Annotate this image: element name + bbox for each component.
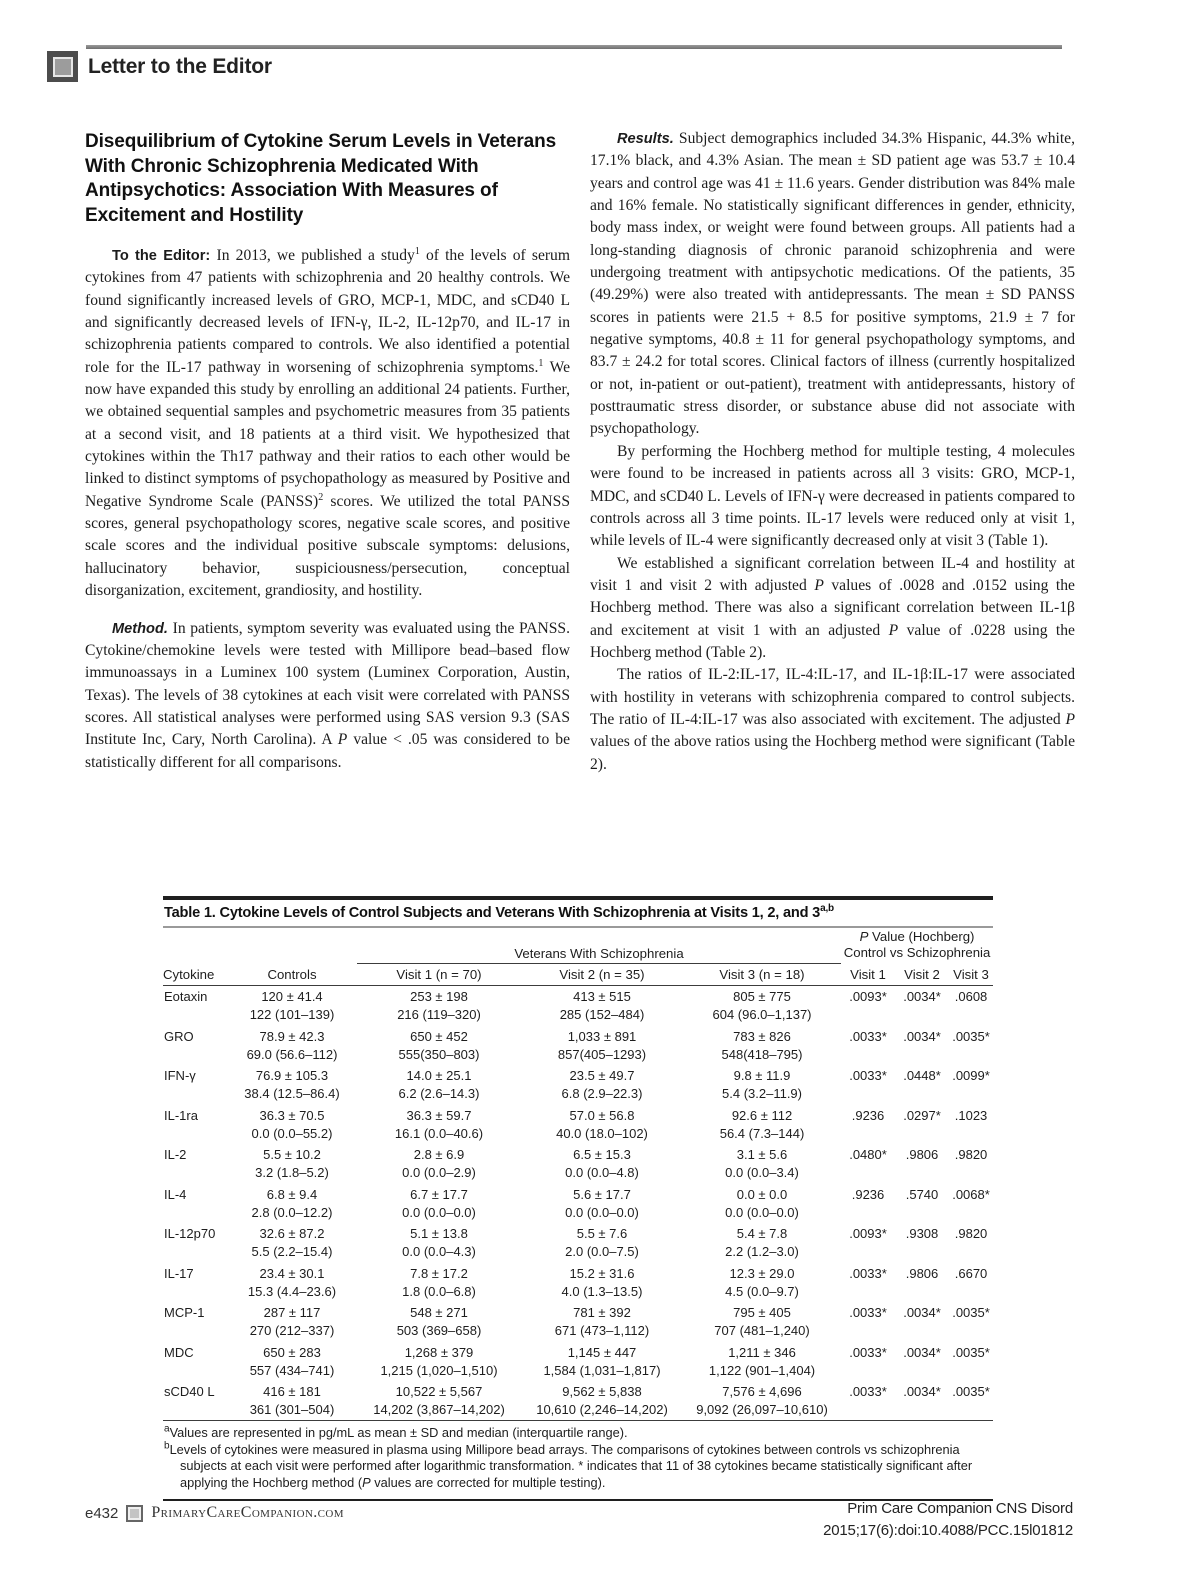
median-iqr-value: 2.2 (1.2–3.0) (725, 1244, 799, 1259)
value-cell (227, 1381, 357, 1421)
text-run: values of .0028 and .0152 using the Hochberg method. There was also a significant correlation between IL-1β and excitement at visit 1 with an adjusted (590, 576, 1075, 639)
mean-sd-value: 5.4 ± 7.8 (736, 1226, 788, 1241)
value-cell (357, 1262, 521, 1302)
left-column (85, 128, 570, 776)
text-run: Method. (112, 620, 173, 637)
text-run: values of the above ratios using the Hochberg method were significant (Table 2). (590, 733, 1075, 773)
value-cell (227, 1302, 357, 1342)
value-cell (683, 1302, 841, 1342)
value-cell (521, 1183, 683, 1223)
value-cell (357, 1065, 521, 1105)
mean-sd-value: 9,562 ± 5,838 (562, 1384, 642, 1399)
mean-sd-value: 5.5 ± 10.2 (263, 1147, 321, 1162)
median-iqr-value: 122 (101–139) (249, 1007, 335, 1022)
value-cell (227, 1262, 357, 1302)
p-value-cell: .0034* (903, 989, 941, 1004)
table-row (163, 1104, 993, 1144)
text-run: Value (Hochberg) (868, 929, 975, 944)
value-cell (683, 985, 841, 1025)
text-run: Subject demographics included 34.3% Hispanic, 44.3% white, 17.1% black, and 4.3% Asian. The mean ± SD patient age was 53.7 ± 10.4 years and control age was 41 ± 11.6 years. Gender distribution was 84% male and 16% female. No statistically significant differences in gender, ethnicity, body mass index, or weight were found between groups. All patients had a long-standing diagnosis of chronic paranoid schizophrenia and were undergoing treatment with antipsychotic medications. Of the patients, 35 (49.29%) were also treated with antidepressants. The mean ± SD PANSS scores in patients were 21.5 + 8.5 for positive symptoms, 21.9 ± 7 for negative symptoms, 40.8 ± 11 for general psychopathology symptoms, and 83.7 ± 24.2 for total scores. Clinical factors of illness (currently hospitalized or not, in-patient or out-patient), treatment with antidepressants, history of posttraumatic stress disorder, or substance abuse did not associate with psychopathology. (590, 130, 1075, 438)
value-cell (357, 1025, 521, 1065)
footnote-b (164, 1442, 991, 1492)
value-cell (683, 1144, 841, 1184)
table-row (163, 1302, 993, 1342)
median-iqr-value: 671 (473–1,112) (554, 1323, 650, 1338)
cytokine-name: IL-2 (164, 1147, 187, 1162)
col-header-visit2: Visit 2 (n = 35) (521, 963, 683, 985)
mean-sd-value: 287 ± 117 (263, 1305, 321, 1320)
section-title: Letter to the Editor (88, 54, 272, 78)
mean-sd-value: 783 ± 826 (733, 1028, 791, 1044)
superscript: b (164, 1440, 170, 1452)
median-iqr-value: 361 (301–504) (249, 1402, 335, 1417)
value-cell (357, 1381, 521, 1421)
text-run: P (888, 621, 899, 639)
p-value-cell: .9236 (851, 1186, 885, 1202)
mean-sd-value: 1,211 ± 346 (728, 1344, 796, 1360)
median-iqr-value: 0.0 (0.0–4.3) (402, 1244, 476, 1259)
col-header-p-visit3: Visit 3 (949, 963, 993, 985)
median-iqr-value: 3.2 (1.8–5.2) (255, 1165, 329, 1180)
value-cell (683, 1341, 841, 1381)
value-cell (357, 1144, 521, 1184)
paragraph-method (85, 618, 570, 774)
article-columns (85, 128, 1075, 776)
cytokine-name: MCP-1 (164, 1305, 205, 1320)
text-run: values are corrected for multiple testing). (370, 1474, 606, 1490)
p-value-cell: .0034* (903, 1305, 941, 1320)
table-row (163, 1144, 993, 1184)
p-value-cell: .0035* (952, 1384, 990, 1399)
p-value-cell: .9236 (851, 1107, 885, 1123)
value-cell (521, 1104, 683, 1144)
median-iqr-value: 16.1 (0.0–40.6) (394, 1125, 484, 1141)
spacer-cell (163, 928, 227, 963)
value-cell (357, 1104, 521, 1144)
text-run: P (362, 1474, 371, 1490)
value-cell (227, 1065, 357, 1105)
text-run: P (1065, 710, 1075, 728)
text-run: In 2013, we published a study (216, 247, 415, 264)
p-value-cell: .0033* (849, 1265, 887, 1281)
p-value-cell: .0034* (903, 1384, 941, 1399)
col-header-p-visit1: Visit 1 (841, 963, 895, 985)
p-value-cell: .6670 (954, 1265, 988, 1281)
median-iqr-value: 0.0 (0.0–2.9) (402, 1165, 476, 1180)
p-value-cell: .5740 (905, 1186, 939, 1202)
mean-sd-value: 57.0 ± 56.8 (569, 1107, 635, 1123)
table-title (163, 900, 993, 928)
citation-doi: 2015;17(6):doi:10.4088/PCC.15l01812 (823, 1521, 1073, 1539)
median-iqr-value: 0.0 (0.0–55.2) (251, 1125, 333, 1141)
mean-sd-value: 548 ± 271 (410, 1305, 468, 1320)
journal-website: PrimaryCareCompanion.com (151, 1504, 344, 1521)
p-value-cell: .0480* (849, 1147, 887, 1162)
mean-sd-value: 36.3 ± 70.5 (259, 1107, 325, 1123)
superscript: a,b (820, 903, 834, 915)
text-run: We now have expanded this study by enrolling an additional 24 patients. Further, we obtained sequential samples and psychometric measures from 35 patients at a second visit, and 18 patients at a third visit. We hypothesized that cytokines within the Th17 pathway and their ratios to each other would be linked to distinct symptoms of psychopathology as measured by Positive and Negative Syndrome Scale (PANSS) (85, 358, 570, 510)
journal-name: Prim Care Companion CNS Disord (847, 1500, 1073, 1517)
table-row (163, 1183, 993, 1223)
table-footnotes (163, 1420, 993, 1501)
superscript: a (164, 1423, 170, 1435)
text-run: Levels of cytokines were measured in plasma using Millipore bead arrays. The comparisons of cytokines between controls vs schizophrenia subjects at each visit were performed after logarithmic transformation. * indicates that 11 of 38 cytokines became statistically significant after applying the Hochberg method ( (169, 1441, 973, 1490)
cytokine-name: Eotaxin (164, 989, 208, 1004)
text-run: Values are represented in pg/mL as mean ± SD and median (interquartile range). (169, 1425, 628, 1440)
p-value-cell: .0035* (952, 1305, 990, 1320)
journal-square-icon (126, 1505, 143, 1522)
median-iqr-value: 604 (96.0–1,137) (712, 1007, 812, 1022)
value-cell (227, 985, 357, 1025)
median-iqr-value: 285 (152–484) (559, 1007, 645, 1022)
median-iqr-value: 0.0 (0.0–4.8) (565, 1165, 639, 1180)
median-iqr-value: 40.0 (18.0–102) (556, 1125, 648, 1141)
mean-sd-value: 5.6 ± 17.7 (573, 1186, 631, 1202)
p-value-cell: .0608 (954, 989, 988, 1004)
text-run: The ratios of IL-2:IL-17, IL-4:IL-17, and IL-1β:IL-17 were associated with hostility in veterans with schizophrenia compared to control subjects. The ratio of IL-4:IL-17 was also associated with excitement. The adjusted (590, 666, 1075, 728)
value-cell (683, 1183, 841, 1223)
mean-sd-value: 795 ± 405 (733, 1305, 791, 1320)
pvalue-header-line2: Control vs Schizophrenia (843, 945, 991, 960)
value-cell (521, 1341, 683, 1381)
mean-sd-value: 3.1 ± 5.6 (736, 1147, 788, 1162)
superscript: 1 (414, 245, 420, 257)
value-cell (683, 1381, 841, 1421)
value-cell (521, 1381, 683, 1421)
group-header-pvalue (841, 928, 993, 963)
median-iqr-value: 557 (434–741) (249, 1362, 335, 1378)
col-header-visit3: Visit 3 (n = 18) (683, 963, 841, 985)
cytokine-name: IL-1ra (164, 1107, 198, 1123)
value-cell (227, 1104, 357, 1144)
p-value-cell: .0033* (849, 1028, 887, 1044)
median-iqr-value: 1,584 (1,031–1,817) (543, 1362, 661, 1378)
cytokine-name: sCD40 L (164, 1384, 215, 1399)
mean-sd-value: 5.5 ± 7.6 (576, 1226, 628, 1241)
value-cell (521, 985, 683, 1025)
mean-sd-value: 1,268 ± 379 (404, 1344, 474, 1360)
p-value-cell: .0034* (903, 1028, 941, 1044)
mean-sd-value: 120 ± 41.4 (261, 989, 323, 1004)
median-iqr-value: 0.0 (0.0–0.0) (725, 1204, 799, 1220)
superscript: 2 (318, 491, 324, 503)
p-value-cell: .9308 (905, 1226, 939, 1241)
value-cell (227, 1144, 357, 1184)
mean-sd-value: 23.4 ± 30.1 (259, 1265, 325, 1281)
mean-sd-value: 5.1 ± 13.8 (410, 1226, 468, 1241)
text-run: Table 1. Cytokine Levels of Control Subjects and Veterans With Schizophrenia at Visits 1, 2, and 3 (164, 905, 821, 921)
value-cell (227, 1183, 357, 1223)
text-run: value < .05 was considered to be statistically different for all comparisons. (85, 731, 570, 771)
p-value-cell: .9806 (905, 1147, 939, 1162)
mean-sd-value: 781 ± 392 (573, 1305, 631, 1320)
value-cell (357, 985, 521, 1025)
cytokine-name: IL-4 (164, 1186, 187, 1202)
p-value-cell: .0099* (952, 1068, 990, 1083)
median-iqr-value: 69.0 (56.6–112) (246, 1046, 338, 1062)
text-run: Results. (617, 131, 679, 147)
p-value-cell: .0034* (903, 1344, 941, 1360)
mean-sd-value: 78.9 ± 42.3 (259, 1028, 325, 1044)
value-cell (683, 1262, 841, 1302)
median-iqr-value: 2.0 (0.0–7.5) (565, 1244, 639, 1259)
p-value-cell: .0035* (952, 1028, 990, 1044)
p-value-cell: .9820 (954, 1147, 988, 1162)
median-iqr-value: 555(350–803) (398, 1046, 480, 1062)
mean-sd-value: 253 ± 198 (410, 989, 468, 1004)
table-row (163, 1025, 993, 1065)
paragraph-hochberg (590, 441, 1075, 553)
paragraph-ratios (590, 664, 1075, 776)
mean-sd-value: 7.8 ± 17.2 (410, 1265, 468, 1281)
value-cell (521, 1262, 683, 1302)
mean-sd-value: 1,033 ± 891 (567, 1028, 637, 1044)
median-iqr-value: 38.4 (12.5–86.4) (244, 1086, 340, 1101)
text-run: value of .0228 using the Hochberg method (Table 2). (590, 621, 1075, 661)
table-row (163, 1223, 993, 1263)
median-iqr-value: 0.0 (0.0–0.0) (565, 1204, 639, 1220)
text-run: of the levels of serum cytokines from 47 patients with schizophrenia and 20 healthy controls. We found significantly increased levels of GRO, MCP-1, MDC, and sCD40 L and significantly decreased levels of IFN-γ, IL-2, IL-12p70, and IL-17 in schizophrenia patients compared to controls. We also identified a potential role for the IL-17 pathway in worsening of schizophrenia symptoms. (85, 247, 570, 376)
cytokine-name: MDC (164, 1344, 194, 1360)
p-value-cell: .0033* (849, 1384, 887, 1399)
col-header-cytokine: Cytokine (163, 963, 227, 985)
text-run: To the Editor: (112, 248, 217, 264)
value-cell (357, 1341, 521, 1381)
table-1 (163, 896, 993, 1501)
mean-sd-value: 650 ± 452 (410, 1028, 468, 1044)
mean-sd-value: 6.5 ± 15.3 (573, 1147, 631, 1162)
paragraph-to-the-editor (85, 245, 570, 603)
median-iqr-value: 56.4 (7.3–144) (719, 1125, 805, 1141)
median-iqr-value: 707 (481–1,240) (714, 1323, 810, 1338)
right-column (590, 128, 1075, 776)
mean-sd-value: 15.2 ± 31.6 (569, 1265, 635, 1281)
value-cell (227, 1223, 357, 1263)
text-run: P (814, 576, 824, 594)
mean-sd-value: 6.8 ± 9.4 (266, 1186, 318, 1202)
paragraph-correlation (590, 553, 1075, 665)
median-iqr-value: 216 (119–320) (397, 1007, 481, 1022)
mean-sd-value: 7,576 ± 4,696 (722, 1384, 802, 1399)
col-header-p-visit2: Visit 2 (895, 963, 949, 985)
median-iqr-value: 4.0 (1.3–13.5) (561, 1283, 643, 1299)
mean-sd-value: 1,145 ± 447 (567, 1344, 637, 1360)
value-cell (227, 1341, 357, 1381)
table-row (163, 1065, 993, 1105)
mean-sd-value: 23.5 ± 49.7 (569, 1068, 635, 1083)
p-value-cell: .0093* (849, 1226, 887, 1241)
p-value-cell: .9820 (954, 1226, 988, 1241)
cytokine-name: IL-12p70 (164, 1226, 216, 1241)
group-header-schizophrenia: Veterans With Schizophrenia (357, 928, 841, 963)
value-cell (683, 1065, 841, 1105)
value-cell (521, 1223, 683, 1263)
running-head (47, 51, 272, 82)
value-cell (357, 1302, 521, 1342)
text-run: In patients, symptom severity was evaluated using the PANSS. Cytokine/chemokine levels were tested with Millipore bead–based flow immunoassays in a Luminex 100 system (Luminex Corporation, Austin, Texas). The levels of 38 cytokines at each visit were correlated with PANSS scores. All statistical analyses were performed using SAS version 9.3 (SAS Institute Inc, Cary, North Carolina). A (85, 619, 570, 749)
table-row (163, 1341, 993, 1381)
text-run: scores. We utilized the total PANSS scores, general psychopathology scores, negative scale scores, and positive scale scores and the individual positive subscale symptoms: delusions, hallucinatory behavior, suspiciousness/persecution, conceptual disorganization, excitement, grandiosity, and hostility. (85, 492, 570, 600)
value-cell (521, 1302, 683, 1342)
mean-sd-value: 14.0 ± 25.1 (406, 1068, 472, 1083)
table-head (163, 928, 993, 985)
median-iqr-value: 503 (369–658) (396, 1323, 482, 1338)
mean-sd-value: 805 ± 775 (733, 989, 791, 1004)
value-cell (521, 1025, 683, 1065)
value-cell (683, 1223, 841, 1263)
mean-sd-value: 36.3 ± 59.7 (406, 1107, 472, 1123)
mean-sd-value: 650 ± 283 (263, 1344, 321, 1360)
median-iqr-value: 6.8 (2.9–22.3) (561, 1086, 643, 1101)
pvalue-header-line1 (842, 929, 992, 945)
median-iqr-value: 270 (212–337) (249, 1323, 335, 1338)
median-iqr-value: 10,610 (2,246–14,202) (536, 1402, 668, 1417)
table-body (163, 985, 993, 1420)
mean-sd-value: 6.7 ± 17.7 (410, 1186, 468, 1202)
text-run: P (337, 731, 348, 749)
article-title: Disequilibrium of Cytokine Serum Levels in Veterans With Chronic Schizophrenia Medicated With Antipsychotics: Association With Measures of Excitement and Hostility (85, 131, 557, 226)
mean-sd-value: 76.9 ± 105.3 (255, 1068, 329, 1083)
median-iqr-value: 2.8 (0.0–12.2) (251, 1204, 333, 1220)
mean-sd-value: 32.6 ± 87.2 (259, 1226, 325, 1241)
median-iqr-value: 1,215 (1,020–1,510) (380, 1362, 498, 1378)
p-value-cell: .0035* (952, 1344, 990, 1360)
text-run: P (859, 929, 869, 944)
section-square-icon (47, 51, 78, 82)
p-value-cell: .0448* (903, 1068, 941, 1083)
section-square-icon-inner (55, 59, 71, 75)
paragraph-results (590, 128, 1075, 441)
median-iqr-value: 6.2 (2.6–14.3) (398, 1086, 480, 1101)
p-value-cell: .0033* (849, 1068, 887, 1083)
median-iqr-value: 9,092 (26,097–10,610) (696, 1402, 828, 1417)
cytokine-name: IL-17 (164, 1265, 194, 1281)
table-row (163, 1381, 993, 1421)
median-iqr-value: 4.5 (0.0–9.7) (725, 1283, 799, 1299)
spacer-cell (227, 928, 357, 963)
value-cell (357, 1183, 521, 1223)
mean-sd-value: 9.8 ± 11.9 (733, 1068, 791, 1083)
value-cell (683, 1025, 841, 1065)
page-number: e432 (85, 1504, 119, 1522)
footer-right (823, 1498, 1073, 1541)
mean-sd-value: 12.3 ± 29.0 (729, 1265, 795, 1281)
median-iqr-value: 14,202 (3,867–14,202) (373, 1402, 505, 1417)
table-row (163, 1262, 993, 1302)
median-iqr-value: 1,122 (901–1,404) (708, 1362, 816, 1378)
cytokine-table (163, 928, 993, 1420)
mean-sd-value: 413 ± 515 (573, 989, 631, 1004)
median-iqr-value: 857(405–1293) (557, 1046, 647, 1062)
footer-left (85, 1504, 344, 1522)
median-iqr-value: 5.5 (2.2–15.4) (251, 1244, 333, 1259)
header-rule (86, 45, 1062, 49)
col-header-visit1: Visit 1 (n = 70) (357, 963, 521, 985)
text-run: By performing the Hochberg method for multiple testing, 4 molecules were found to be increased in patients across all 3 visits: GRO, MCP-1, MDC, and sCD40 L. Levels of IFN-γ were decreased in patients compared to controls across all 3 time points. IL-17 levels were reduced only at visit 1, while levels of IL-4 were significantly decreased only at visit 3 (Table 1). (590, 442, 1075, 550)
median-iqr-value: 15.3 (4.4–23.6) (247, 1283, 337, 1299)
median-iqr-value: 1.8 (0.0–6.8) (402, 1283, 476, 1299)
value-cell (521, 1144, 683, 1184)
column-header-row (163, 963, 993, 985)
median-iqr-value: 5.4 (3.2–11.9) (722, 1086, 802, 1101)
mean-sd-value: 0.0 ± 0.0 (736, 1186, 788, 1202)
p-value-cell: .0093* (849, 989, 887, 1004)
superscript: 1 (538, 357, 544, 369)
table-row (163, 985, 993, 1025)
value-cell (357, 1223, 521, 1263)
col-header-controls: Controls (227, 963, 357, 985)
mean-sd-value: 92.6 ± 112 (731, 1107, 793, 1123)
cytokine-name: GRO (164, 1028, 194, 1044)
cytokine-name: IFN-γ (164, 1068, 196, 1083)
value-cell (521, 1065, 683, 1105)
p-value-cell: .9806 (905, 1265, 939, 1281)
p-value-cell: .0068* (952, 1186, 990, 1202)
p-value-cell: .0033* (849, 1305, 887, 1320)
footnote-a (164, 1425, 991, 1442)
mean-sd-value: 416 ± 181 (263, 1384, 321, 1399)
value-cell (683, 1104, 841, 1144)
p-value-cell: .0297* (903, 1107, 941, 1123)
text-run: We established a significant correlation between IL-4 and hostility at visit 1 and visit 2 with adjusted (590, 554, 1075, 594)
median-iqr-value: 548(418–795) (721, 1046, 803, 1062)
median-iqr-value: 0.0 (0.0–3.4) (725, 1165, 799, 1180)
group-header-row (163, 928, 993, 963)
mean-sd-value: 2.8 ± 6.9 (413, 1147, 465, 1162)
value-cell (227, 1025, 357, 1065)
median-iqr-value: 0.0 (0.0–0.0) (402, 1204, 476, 1220)
p-value-cell: .1023 (954, 1107, 988, 1123)
p-value-cell: .0033* (849, 1344, 887, 1360)
mean-sd-value: 10,522 ± 5,567 (395, 1384, 483, 1399)
